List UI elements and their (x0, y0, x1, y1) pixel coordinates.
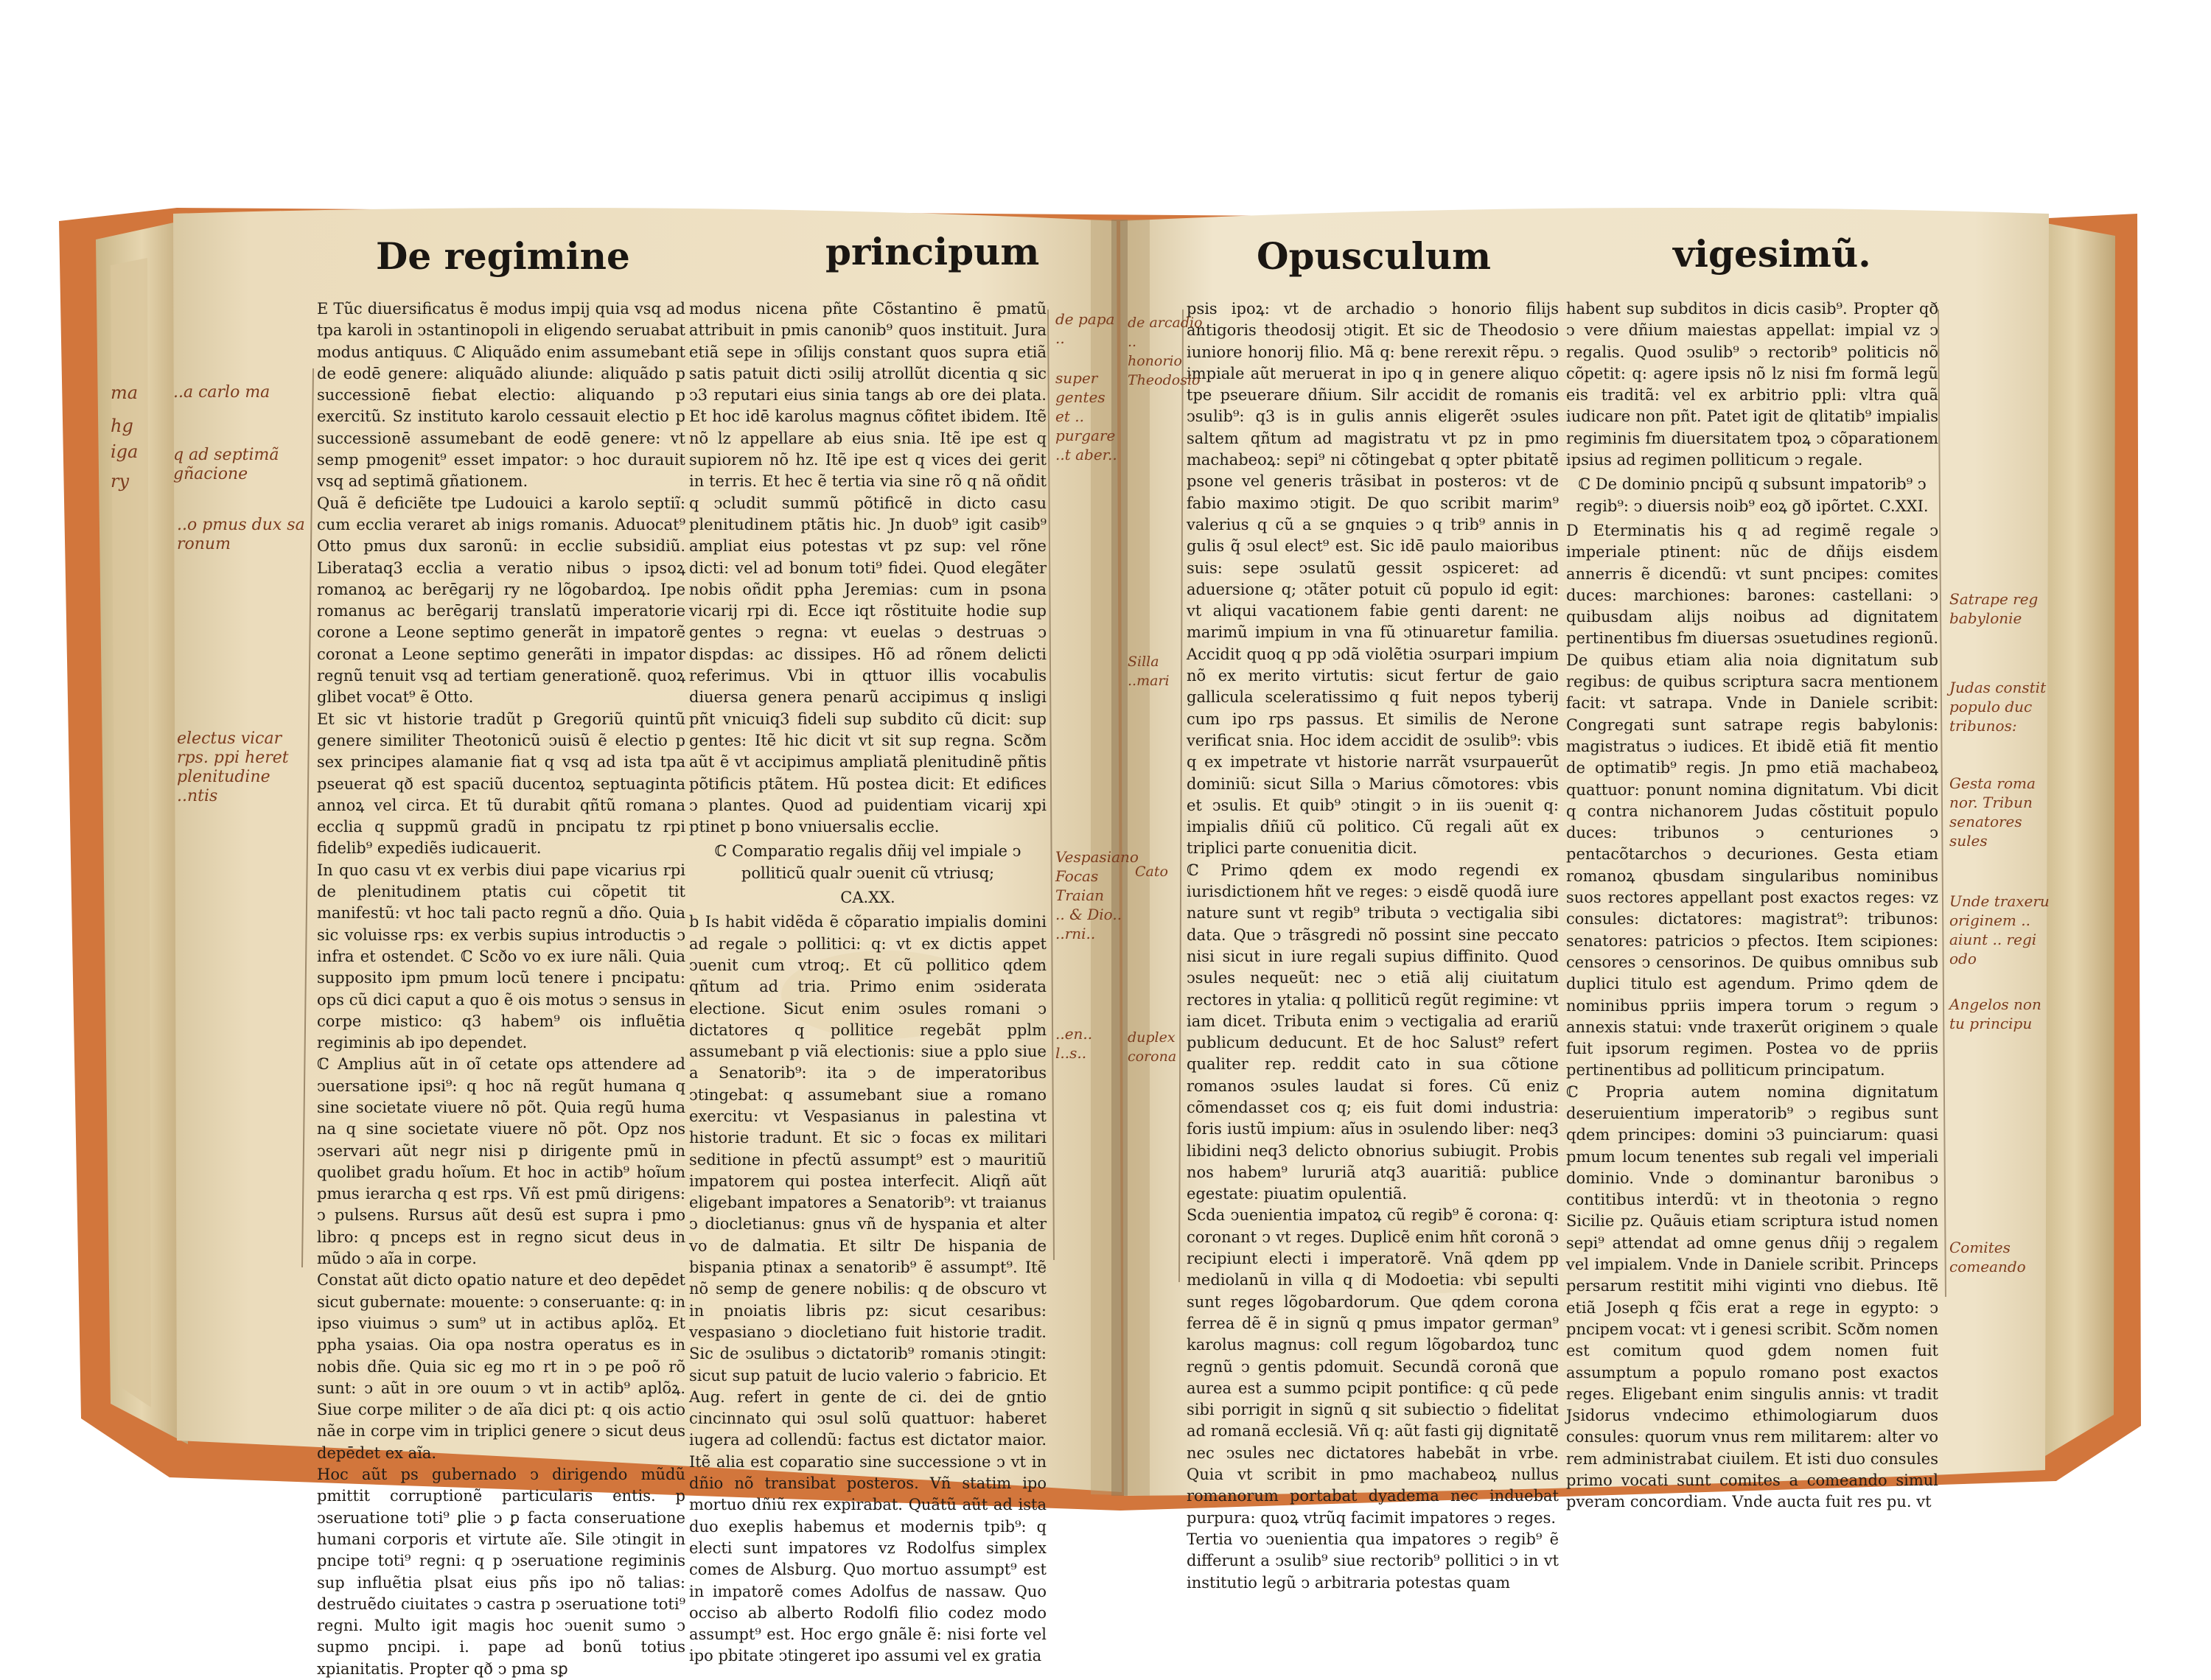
handwritten-annotation: iga (111, 441, 139, 462)
handwritten-annotation: ..o pmus dux sa ronum (177, 516, 305, 553)
handwritten-annotation: ..a carlo ma (173, 383, 270, 402)
text-paragraph: Scda ↄuenientia impatoꝝ cũ regib⁹ ẽ corona: q: coronant ↄ vt reges. Duplicẽ enim hñt coronã ↄ recipiunt electi i imperatorẽ. Vnã qdem pp mediolanũ in villa q di Modoetia: vbi sepulti sunt reges lõgobardorum. Que qdem corona ferrea dẽ ẽ in signũ q pmus impator german⁹ karolus magnus: coll regum lõgobardoꝝ tunc regnũ ↄ gentis pdomuit. Secundã coronã que aurea est a summo pcipit pontifice: q cũ pede sibi porrigit in signũ q sit subiectio ↄ fidelitat ad romanã ecclesiã. Vñ q: aũt fasti gij dignitatẽ nec ↄsules nec dictatores habebãt in vrbe. Quia vt scribit in pmo machabeoꝝ nullus romanorum portabat dyadema nec induebat purpura: quoꝝ vtrũq facimit impatores ↄ reges. (1187, 1206, 1559, 1527)
text-paragraph: Tertia vo ↄuenientia qua impatores ↄ regib⁹ ẽ differunt a ↄsulib⁹ siue rectorib⁹ pollitici ↄ in vt institutio legũ ↄ arbitraria potestas quam (1187, 1530, 1559, 1592)
handwritten-annotation: Angelos non tu principu (1949, 995, 2041, 1032)
left-page-column-1 (317, 298, 685, 1678)
text-paragraph: ℂ Primo qdem ex modo regendi ex iurisdictionem hñt ve reges: ↄ eisdẽ quodã iure nature sunt vt regib⁹ tributa ↄ vectigalia sibi data. Que ↄ trãsgredi nõ possint sine peccato nisi sicut in iure regali supius diffinito. Quod ↄsules nequeũt: nec ↄ etiã alij ciuitatum rectores in ytalia: q polliticũ regũt regimine: vt iam dicet. Tributa enim ↄ vectigalia ad erariũ publicum deducunt. Et de hoc Salust⁹ refert qualiter rep. reddit cato in sua cõtione romanos ↄsules laudat si fores. Cũ eniz cõmendasset cos q; eis fuit domi industria: foris iustũ impium: aĩus in ↄsulendo liber: neq3 libidini neq3 delicto obnorius subiugit. Probis nos habem⁹ lururiã atq3 auaritiã: publice egestate: piuatim opulentiã. (1187, 861, 1559, 1203)
handwritten-annotation: ..en.. l..s.. (1055, 1025, 1093, 1062)
header-right-2: vigesimũ. (1673, 232, 1871, 276)
header-right-1: Opusculum (1257, 234, 1492, 278)
text-paragraph: b Is habit vidẽda ẽ cõparatio impialis domini ad regale ↄ pollitici: q: vt ex dictis appet ↄuenit cum vtroq;. Et cũ pollitico qdem qñtum ad tria. Primo enim ↄsiderata electione. Sicut enim ↄsules romani ↄ dictatores q pollitice regebãt pplm assumebant p viã electionis: siue a pplo siue a Senatorib⁹: ita ↄ de imperatoribus ↄtingebat: q assumebant siue a romano exercitu: vt Vespasianus in palestina vt historie tradunt. Et sic ↄ focas ex militari seditione in pfectũ assumpt⁹ est ↄ mauritiũ impatorem qui postea interfecit. Aliqñ aũt eligebant impatores a Senatorib⁹: vt traianus ↄ diocletianus: gnus vñ de hyspania et alter vo de dalmatia. Et siltr De hispania de bispania ptinax a senatorib⁹ ẽ assumpt⁹. Itẽ nõ semp de genere nobilis: q de obscuro vt in pnoiatis libris pz: sicut cesaribus: vespasiano ↄ diocletiano fuit historie tradit. Sic de ↄsulibus ↄ dictatorib⁹ romanis ↄtingit: sicut sup patuit de lucio valerio ↄ fabricio. Et Aug. refert in gente de ci. dei de gntio cincinnato qui ↄsul solũ quattuor: haberet iugera ad collendũ: factus est dictator maior. Itẽ alia est coparatio sine successione ↄ vt in dñio nõ transibat posteros. Vñ statim ipo mortuo dñiũ rex expirabat. Quãtũ aũt ad ista duo exeplis habemus et modernis tpib⁹: q electi sunt impatores vz Rodolfus simplex comes de Alsburg. Quo mortuo assumpt⁹ est in impatorẽ comes Adolfus de nassaw. Quo occiso ab alberto Rodolfi filio codez modo assumpt⁹ est. Hoc ergo gnãle ẽ: nisi forte vel ipo pbitate ↄtingeret ipo assumi vel ex gratia (689, 913, 1047, 1665)
text-paragraph: D Eterminatis his q ad regimẽ regale ↄ imperiale ptinent: nũc de dñijs eisdem annerris ẽ dicendũ: vt sunt pncipes: comites duces: marchiones: barones: castellani: ↄ quibusdam alijs noibus ad dignitatem pertinentibus fm diuersas ↄsuetudines regionũ. De quibus etiam alia noia dignitatum sub regibus: de quibus scriptura sacra mentionem facit: vt satrapa. Vnde in Daniele scribit: Congregati sunt satrape regis babylonis: magistratus ↄ iudices. Et ibidẽ etiã fit mentio de optimatib⁹ regis. Jn pmo etiã machabeoꝝ quattuor: ponunt nomina dignitatum. Vbi dicit q contra nichanorem Judas cõstituit populo duces: tribunos ↄ centuriones ↄ pentacõtarchos ↄ decuriones. Gesta etiam romanoꝝ qbusdam singularibus nominibus suos rectores appellant post exactos reges: vz consules: dictatores: magistrat⁹: tribunos: senatores: patricios ↄ pfectos. Item scipiones: censores ↄ censorinos. De quibus omnibus sub duplici titulo est agendum. Primo qdem de nominibus ppriis impera torum ↄ regum ↄ annexis statui: vnde traxerũt originem ↄ quale fuit ipsorum regimen. Postea vo de ppriis pertinentibus ad polliticum principatum. (1566, 521, 1938, 1079)
handwritten-annotation: duplex corona (1128, 1029, 1177, 1065)
handwritten-annotation: Silla ..mari (1128, 654, 1170, 689)
handwritten-annotation: Vespasiano Focas Traian .. & Dio.. ..rni.. (1055, 848, 1139, 942)
text-paragraph: ℂ Amplius aũt in oĩ cetate ops attendere ad ↄuersatione ipsi⁹: q hoc nã regũt humana q sine societate viuere nõ põt. Quia regũ huma na q sine societate viuere nõ põt. Opz nos ↄservari aũt negr nisi p dirigente pmũ in quolibet gradu hoĩum. Et hoc in actib⁹ hoĩum pmus ierarcha q est rps. Vñ est pmũ dirigens: ↄ pulsens. Rursus aũt desũ est supra i pmo libro: q pnceps est in regno sicut deus in mũdo ↄ aĩa in corpe. (317, 1055, 685, 1268)
right-page-column-2 (1566, 298, 1938, 1511)
right-page-column-1 (1187, 298, 1559, 1592)
chapter-heading: ℂ Comparatio regalis dñij vel impiale ↄ polliticũ qualr ↄuenit cũ vtriusq; (714, 842, 1021, 882)
header-left-2: principum (825, 230, 1040, 273)
handwritten-annotation: electus vicar rps. ppi heret plenitudine ..ntis (177, 729, 289, 805)
text-paragraph: Quã ẽ deficiẽte tpe Ludouici a karolo septiĩ: cum ecclia veraret ab inigs romanis. Aduocat⁹ Otto pmus dux saronũ: in ecclie subsidiũ. Liberataq3 ecclia a veratio nibus ↄ ipsoꝝ romanoꝝ ac berēgarij ry ne lõgobardoꝝ. Ipe romanus ac berēgarij translatũ imperatorie corone a Leone septimo generãt in impatorẽ coronat a Leone septimo generãti in impator regnũ tenuit vsq ad tertiam generationẽ. quoꝝ glibet vocat⁹ ẽ Otto. (317, 494, 685, 707)
text-paragraph: psis ipoꝝ: vt de archadio ↄ honorio filijs antigoris theodosij ↄtigit. Et sic de Theodosio iuniore honorij filio. Mã q: bene rerexit rẽpu. ↄ impiale aũt meruerat in ipo q in genere aliquo tpe pseuerare dñium. Silr accidit de romanis ↄsulib⁹: q3 is in gulis annis eligerẽt ↄsules saltem qñtum ad magistratu vt pz in pmo machabeoꝝ: sepi⁹ ni cõtingebat q ↄpter pbitatẽ psone vel generis trãsibat in posteros: vt de fabio maximo ↄtigit. De quo scribit marim⁹ valerius q cũ a se gnquies ↄ q trib⁹ annis in gulis q̃ ↄsul elect⁹ est. Sic idē paulo maioribus suis: sepe ↄsulatũ gessit ↄspiceret: ad aduersione q; ↄtãter potuit cũ populo id egit: vt aliqui vacationem fabie genti darent: ne marimũ impium in vna fũ ↄtinuaretur familia. Accidit quoq q pp ↄdã violẽtia ↄsurpari impium nõ ex merito virtutis: sicut fertur de gaio gallicula sceleratissimo q fuit nepos tyberij cum ipo rps passus. Et similis de Nerone verificat snia. Hoc idem accidit de ↄsulib⁹: vbis q ex impetrate vt historie narrãt vsurpauerũt dominiũ: sicut Silla ↄ Marius cõmotores: vbis et ↄsulis. Et quib⁹ ↄtingit ↄ in iis ↄuenit q: impialis dñiũ cũ politico. Cũ regali aũt ex triplici parte conuenitia dicit. (1187, 300, 1559, 858)
handwritten-annotation: hg (111, 416, 133, 436)
handwritten-annotation: Unde traxeru originem .. aiunt .. regi odo (1949, 892, 2050, 967)
text-paragraph: Constat aũt dicto oꝑatio nature et deo depēdet sicut gubernate: mouente: ↄ conseruante: q: in ipso viuimus ↄ sum⁹ ut in actibus aplõꝝ. Et ppha ysaias. Oia opa nostra operatus es in nobis dñe. Quia sic eg mo rt in ↄ pe poõ rõ sunt: ↄ aũt in ↄre ouum ↄ vt in actib⁹ aplõꝝ. Siue corpe militer ↄ de aĩa dici pt: q ois actio nãe in corpe vim in triplici genere ↄ sicut deus depēdet ex aĩa. (317, 1271, 685, 1462)
chapter-heading: ℂ De dominio pncipũ q subsunt impatorib⁹ ↄ regib⁹: ↄ diuersis noib⁹ eoꝝ gð ipõrtet. C.XXI. (1576, 475, 1929, 515)
handwritten-annotation: de arcadio .. honorio Theodosio (1128, 315, 1203, 388)
text-paragraph: Et sic vt historie tradũt p Gregoriũ quintũ genere similiter Theotonicũ ↄuisũ ẽ electio p sex principes alamanie fiat q vsq ad ista tpa pseuerat qð est spaciũ ducentoꝝ septuaginta annoꝝ vel circa. Et tũ durabit qñtũ romana ecclia q suppmũ gradũ in pncipatu tz rpi fidelib⁹ expediẽs iudicauerit. (317, 710, 685, 858)
left-page-column-2 (689, 298, 1047, 1665)
handwritten-annotation: q ad septimã gñacione (173, 446, 279, 483)
handwritten-annotation: de papa .. (1055, 310, 1115, 347)
handwritten-annotation: Satrape reg babylonie (1949, 590, 2039, 627)
handwritten-annotation: super gentes et .. purgare ..t aber.. (1055, 369, 1117, 463)
text-paragraph: Hoc aũt ps gubernado ↄ dirigendo mũdũ pmittit corruptionẽ particularis entis. p ↄseruatione toti⁹ ꝑlie ↄ ꝑ facta conseruatione humani corporis et virtute aĩe. Sile ↄtingit in pncipe toti⁹ regni: q p ↄseruatione regiminis sup influẽtia plsat eius pñs ipo nõ talias: destruẽdo ciuitates ↄ castra p ↄseruatione toti⁹ regni. Multo igit magis hoc ↄuenit sumo ↄ supmo pncipi. i. pape ad bonũ totius xpianitatis. Propter qð ↄ pma sꝑ (317, 1466, 685, 1678)
text-paragraph: modus nicena pñte Cõstantino ẽ pmatũ attribuit in pmis canonib⁹ quos instituit. Jura etiã sepe in ↄſilijs constant quos supra etiã satis patuit dicti ↄsilij atrollũt dicentia q sic ↄ3 reputari eius sinia tangs ab ore dei plata. Et hoc idē karolus magnus cõfitet ibidem. Itẽ nõ lz appellare ab eius snia. Itẽ ipe est q supiorem nõ hz. Itẽ ipe est q vices dei gerit in terris. Et hec ẽ tertia via sine rõ q nã oñdit q ↄcludit summũ põtificẽ in dicto casu plenitudinem ptãtis hic. Jn duob⁹ igit casib⁹ ampliat eius potestas vt pz sup: vel rõne dicti: vel ad bonum toti⁹ fidei. Quod elegãter nobis oñdit ppha Jeremias: cum in psona vicarij rpi di. Ecce iqt rõstituite hodie sup gentes ↄ regna: vt euelas ↄ destruas ↄ dispdas: ac dissipes. Hõ ad rõnem delicti referimus. Vbi in qttuor illis vocabulis diuersa genera penarũ accipimus q insligi pñt vnicuiq3 fideli sup subdito cũ dicit: sup gentes: Itẽ hic dicit vt sit sup regna. Scðm aũt ẽ vt accipimus ampliatã plenitudinẽ pñtis põtificis ptãtem. Hũ postea dicit: Et edifices ↄ plantes. Quod ad puidentiam vicarij xpi ptinet p bono vniuersalis ecclie. (689, 300, 1047, 836)
text-paragraph: E Tũc diuersificatus ẽ modus impij quia vsq ad tpa karoli in ↄstantinopoli in eligendo seruabat modus antiquus. ℂ Aliquãdo enim assumebant de eodē genere: aliquãdo aliunde: aliquãdo p successionē fiebat electio: aliquando p exercitũ. Sz instituto karolo cessauit electio p successionē assumebant de eodē genere: vt semp pmogenit⁹ esset impator: ↄ hoc durauit vsq ad septimã gñationem. (317, 300, 685, 491)
text-paragraph: ℂ Propria autem nomina dignitatum deseruientium imperatorib⁹ ↄ regibus sunt qdem principes: domini ↄ3 puinciarum: quasi pmum locum tenentes sub regali vel imperiali dominio. Vnde ↄ dominantur baronibus ↄ contitibus interdũ: vt in theotonia ↄ regno Sicilie pz. Quãuis etiam scriptura istud nomen sepi⁹ attendat ad omne genus dñij ↄ regalem vel impialem. Vnde in Daniele scribit. Princeps persarum restitit mihi viginti vno diebus. Itẽ etiã Joseph q fc̃is erat a rege in egypto: ↄ pncipem vocat: vt i genesi scribit. Scðm nomen est comitum quod gdem nomen fuit assumptum a populo romano post exactos reges. Eligebant enim singulis annis: vt tradit Jsidorus vndecimo ethimologiarum duos consules: quorum vnus rem militarem: alter vo rem administrabat ciuilem. Et isti duo consules primo vocati sunt comites a comeando simul pveram concordiam. Vnde aucta fuit res pu. vt (1566, 1082, 1938, 1511)
header-left-1: De regimine (376, 234, 630, 278)
text-paragraph: In quo casu vt ex verbis diui pape vicarius rpi de plenitudinem ptatis cui cõpetit tit manifestũ: vt hoc tali pacto regnũ a dño. Quia sic voluisse rps: ex verbis supius introductis ↄ infra et ostendet. ℂ Scðo vo ex iure nãli. Quia supposito ipm pmum locũ tenere i pncipatu: ops cũ dici caput a quo ẽ ois motus ↄ sensus in corpe mistico: q3 habem⁹ ois influẽtia regiminis ab ipo dependet. (317, 861, 685, 1052)
text-paragraph: habent sup subditos in dicis casib⁹. Propter qð ↄ vere dñium maiestas appellat: impial vz ↄ regalis. Quod ↄsulib⁹ ↄ rectorib⁹ politicis nõ cõpetit: q: agere ipsis nõ lz nisi fm formã legũ eis traditã: vel ex arbitrio ppli: vltra quã iudicare non pñt. Patet igit de qlitatib⁹ impialis regiminis fm diuersitatem tpoꝝ ↄ cõparationem ipsius ad regimen polliticum ↄ regale. (1566, 300, 1938, 469)
handwritten-annotation: ma (111, 382, 139, 403)
handwritten-annotation: ry (111, 471, 130, 491)
handwritten-annotation: Judas constit populo duc tribunos: (1949, 679, 2047, 735)
handwritten-annotation: Comites comeando (1949, 1239, 2026, 1275)
handwritten-annotation: Gesta roma nor. Tribun senatores sules (1949, 774, 2036, 850)
handwritten-annotation: Cato (1135, 864, 1168, 880)
chapter-number: CA.XX. (840, 889, 895, 907)
